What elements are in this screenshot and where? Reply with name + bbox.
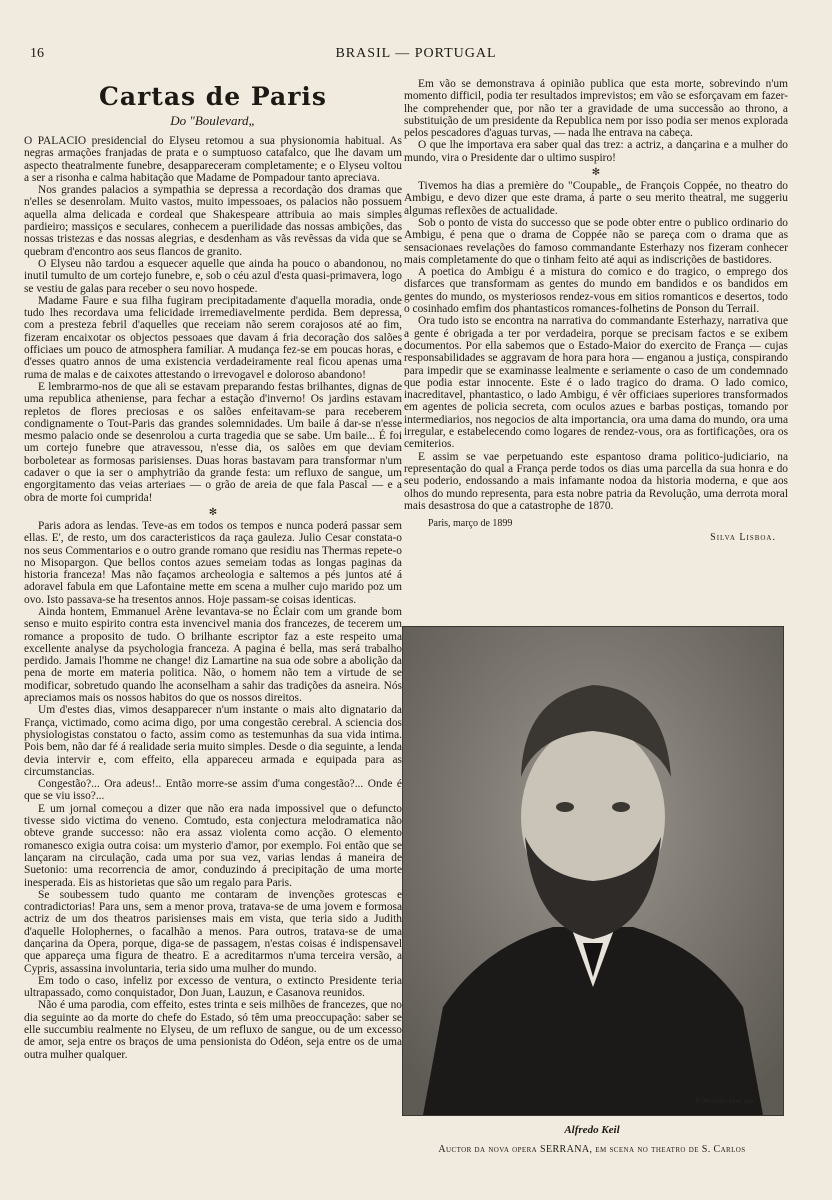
paragraph: Se soubessem tudo quanto me contaram de invenções grotescas e contradictorias! Para uns, sem a menor prova, tratava-se de uma jovem e formosa actriz de um dos theatros parisienses mais em vista, que teria sido a Judith d'aquelle Holophernes, o facalhão a menos. Para outros, tratava-se de uma dançarina da Opera, porque, diga-se de passagem, n'estas coisas é indispensavel que appareça uma figura de theatro. E a acreditarmos n'uma terceira versão, a Cypris, assassina involuntaria, teria sido uma mulher do mundo.: [24, 888, 402, 975]
paragraph: O que lhe importava era saber qual das trez: a actriz, a dançarina e a mulher do mundo, vira o Presidente dar o ultimo suspiro!: [404, 139, 788, 164]
caption-description: Auctor da nova opera SERRANA, em scena no theatro de S. Carlos: [438, 1144, 746, 1155]
paragraph: Ora tudo isto se encontra na narrativa do commandante Esterhazy, narrativa que a gente é obrigada a ter por verdadeira, porque se precisam factos e se exibem documentos. Por ella sabemos que o Estado-Maior do exercito de França — cujas responsabilidades se aggravam de hora para hora — enganou a justiça, conspirando para impedir que se examinasse lealmente e seriamente o caso de um condemnado que podia estar innocente. Este é o lado tragico do drama. O lado comico, inacreditavel, phantastico, o lado Ambigu, é vêr officiaes superiores transformados em agentes de policia secreta, com oculos azues e barbas postiças, tomando por intermediarios, nos negocios de alta importancia, ora uma dama do mundo, ora uma irregular, e estabelecendo como logares de rendez-vous, ora as fortificações, ora os cemiterios.: [404, 315, 788, 451]
author-signature: Silva Lisboa.: [710, 532, 776, 544]
section-separator: ✻: [208, 506, 218, 518]
paragraph: A poetica do Ambigu é a mistura do comico e do tragico, o emprego dos disfarces que transformam as gentes do mundo em bandidos e os bandidos em gentes do mundo, os mysteriosos rendez-vous em sitios romanticos e desertos, todo o cosinhado emfim dos phantasticos romances-folhetins de Ponson du Terrail.: [404, 266, 788, 316]
paragraph: E um jornal começou a dizer que não era nada impossivel que o defuncto tivesse sido victima do veneno. Comtudo, esta conjectura melodramatica não obteve grande successo: não era assaz violenta como acção. O elemento romanesco exigia outra coisa: um mysterio d'amor, por exemplo. Foi então que se lançaram na circulação, cada uma por sua vez, varias lendas á maneira de Suetonio: uma recorrencia de amor, conduzindo á precipitação de uma morte inesperada. Eis as historietas que são um regalo para Paris.: [24, 802, 402, 889]
paragraph: Sob o ponto de vista do successo que se pode obter entre o publico ordinario do Ambigu, é pena que o drama de Coppée não se pareça com o drama que as sensacionaes revelações do famoso commandante Esterhazy nos fizeram conhecer mais completamente do que o tinham feito até aqui as indiscrições de bastidores.: [404, 216, 788, 266]
portrait-illustration: [403, 627, 783, 1115]
paragraph: Em todo o caso, infeliz por excesso de ventura, o extincto Presidente teria ultrapassado, como conquistador, Don Juan, Lauzun, e Casanova reunidos.: [24, 974, 402, 1000]
article-subtitle: Do "Boulevard„: [170, 113, 256, 128]
paragraph: Não é uma parodia, com effeito, estes trinta e seis milhões de francezes, que no dia seguinte ao da morte do chefe do Estado, só têm uma preoccupação: saber se elle succumbiu realmente no Elyseu, de um refluxo de sangue, ou de um excesso de amor, seja entre os braços de uma pensionista do Odéon, seja entre os de uma outra mulher qualquer.: [24, 999, 402, 1061]
running-head: BRASIL — PORTUGAL: [335, 46, 497, 61]
paragraph: E lembrarmo-nos de que ali se estavam preparando festas brilhantes, dignas de uma republica atheniense, para fechar a estação d'inverno! Os jardins estavam repletos de flores preciosas e os salões enfeitavam-se para receberem condignamente o Tout-Paris das grandes solemnidades. Um baile á dar-se n'esse mesmo palacio onde se desenrolou a curta tragedia que se sabe. Um baile... É foi um cortejo funebre que atravessou, n'esse dia, os salões em que deviam borboletear as formosas parisienses. Duas horas bastavam para transformar n'um cadaver o que ia ser o amphytrião da grande festa: um refluxo de sangue, um engorgitamento das veias arteriaes — o grão de areia de que fala Pascal — e a obra de morte foi cumprida!: [24, 380, 402, 504]
paragraph: Ainda hontem, Emmanuel Arène levantava-se no Éclair com um grande bom senso e muito espirito contra esta invencivel mania dos francezes, de tecerem um romance a proposito de tudo. O brilhante escriptor faz a este respeito uma excellente analyse da psychologia franceza. A pagina é bella, mas será trabalho perdido. Jamais l'homme ne change! diz Lamartine na sua ode sobre a abolição da pena de morte em materia politica. Não, o homem não tem a virtude de se modificar, sobretudo quando lhe aconselham a sahir das tradições da asneira. Nós apreciamos mais os nossos habitos do que os nossos direitos.: [24, 605, 402, 705]
paragraph: Um d'estes dias, vimos desapparecer n'um instante o mais alto dignatario da França, victimado, como acima digo, por uma congestão cerebral. A sciencia dos physiologistas constatou o facto, assim como as testemunhas da sua vida intima. Pois bem, não dar fé á realidade seria muito simples. Desde o dia seguinte, a lenda devia intervir e, com effeito, ella appareceu armada e equipada para as circumstancias.: [24, 704, 402, 778]
page-header: [30, 46, 802, 66]
paragraph: Congestão?... Ora adeus!.. Então morre-se assim d'uma congestão?... Onde é que se viu isso?...: [24, 778, 402, 803]
photo-credit: P. Marinho phot. typ.: [695, 1097, 755, 1105]
left-column: [24, 78, 402, 1061]
paragraph: Paris adora as lendas. Teve-as em todos os tempos e nunca poderá passar sem ellas. E', de resto, um dos caracteristicos da raça gauleza. Julio Cesar constata-o nos seus Commentarios e o outro grande romano que residiu nas Thermas repete-o no Misopargon. Que bellos contos azues semeiam todas as longas paginas da historia franceza! Mas não façamos archeologia e saltemos a pés juntos até á adoravel fabula em que Lafontaine mette em scena a mulher cujo marido poz um ovo. Isto passava-se ha tresentos annos. Hoje passam-se coisas identicas.: [24, 519, 402, 606]
portrait-photo: [402, 626, 784, 1116]
paragraph: E assim se vae perpetuando este espantoso drama politico-judiciario, na representação do qual a França perde todos os dias uma parcella da sua honra e do seu poderio, endossando a mais infamante nodoa da historia moderna, e que aos olhos do mundo representa, para esta nobre patria da Revolução, uma derrota moral mais desastrosa do que a catastrophe de 1870.: [404, 450, 788, 512]
section-separator: ✻: [591, 167, 601, 179]
paragraph: Nos grandes palacios a sympathia se depressa a recordação dos dramas que n'elles se desenrolam. Muito vastos, muito impessoaes, os palacios não possuem aquella alma delicada e cordeal que Shakespeare attribuia ao mais simples pardieiro; massiços e seculares, conhecem a puerilidade das nossas ambições, das nossas tristezas e das nossas alegrias, e desdenham as vãs revêssas da vida que se quebram d'encontro aos seus flancos de granito.: [24, 184, 402, 258]
paragraph: Madame Faure e sua filha fugiram precipitadamente d'aquella moradia, onde tudo lhes recordava uma felicidade irremediavelmente perdida. Bem depressa, com a presteza febril d'aquelles que receiam não serem corajosos até ao fim, fizeram encaixotar os objectos pessoaes que davam á fria decoração dos salões officiaes um pouco de atmosphera familiar. A mudança fez-se em poucas horas, e d'esses quatro annos de uma existencia verdadeiramente real ficou apenas uma ruma de malas e de caixotes attestando o irrevogavel e doloroso abandono!: [24, 294, 402, 381]
dateline: Paris, março de 1899: [428, 518, 513, 530]
paragraph: O Elyseu não tardou a esquecer aquelle que ainda ha pouco o abandonou, no inutil tumulto de um cortejo funebre, e, sob o céu azul d'esta quasi-primavera, logo se vestiu de galas para receber o seu novo hospede.: [24, 257, 402, 295]
page-number: 16: [30, 46, 44, 61]
article-title: Cartas de Paris: [99, 82, 327, 111]
signoff: [404, 518, 788, 548]
caption-name: Alfredo Keil: [564, 1124, 620, 1136]
right-column: [404, 78, 788, 548]
paragraph: O PALACIO presidencial do Elyseu retomou a sua physionomia habitual. As negras armações franjadas de prata e o sumptuoso catafalco, que lhe davam um aspecto theatralmente funebre, desappareceram completamente; e o Elyseu voltou a ser a risonha e calma habitação que Madame de Pompadour tanto apreciava.: [24, 135, 402, 184]
paragraph: Em vão se demonstrava á opinião publica que esta morte, sobrevindo n'um momento difficil, podia ter resultados imprevistos; em vão se esforçavam em fazer-lhe comprehender que, por não ter a gravidade de uma successão ao throno, a substituição de um presidente da Republica nem por isso podia ser menos explorada pelos pescadores d'aguas turvas, — nada lhe entrava na cabeça.: [404, 78, 788, 140]
paragraph: Tivemos ha dias a première do "Coupable„ de François Coppée, no theatro do Ambigu, e devo dizer que este drama, á parte o seu merito theatral, me suggeriu algumas reflexões de actualidade.: [404, 180, 788, 217]
